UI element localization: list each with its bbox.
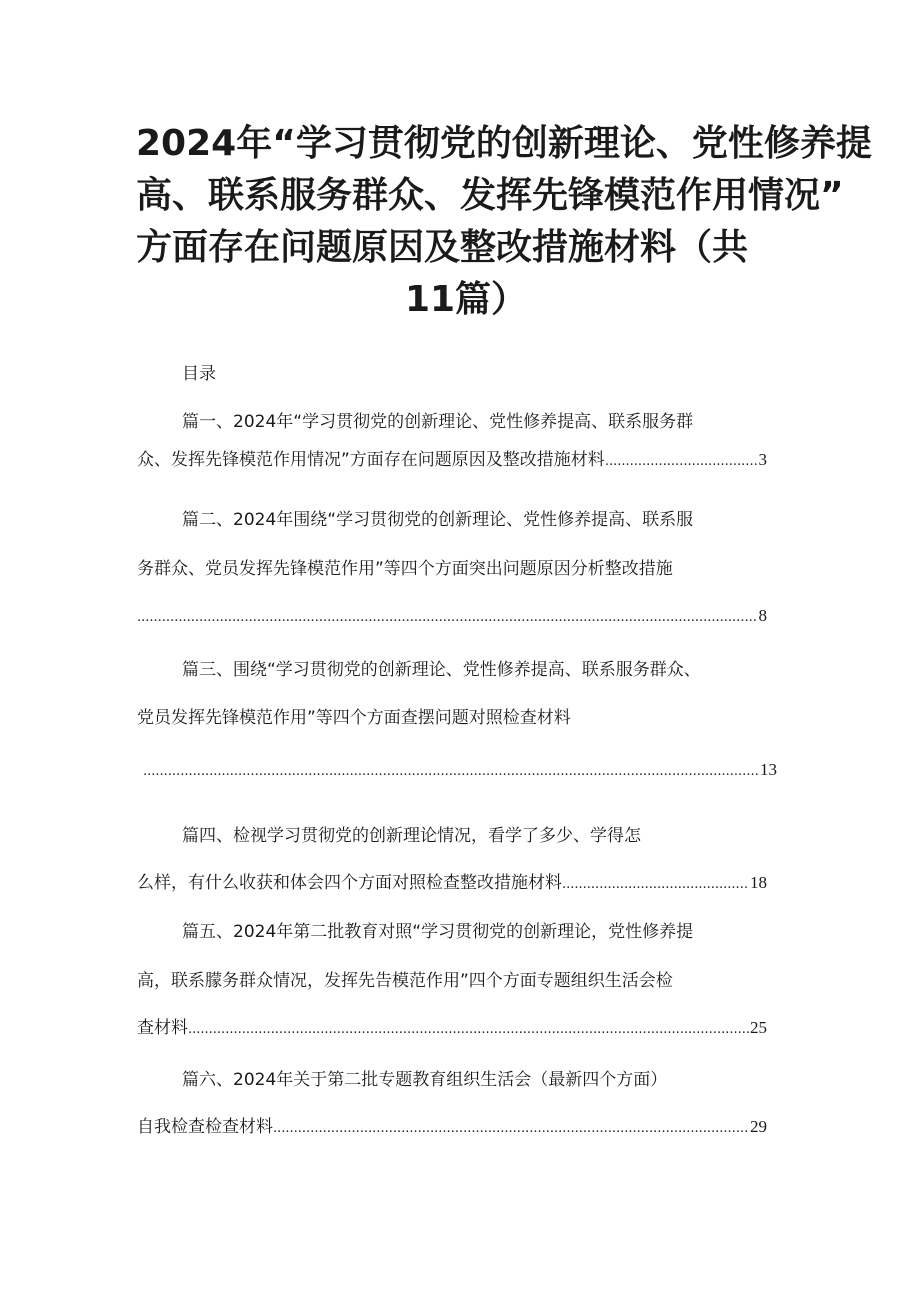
- dot-leader: [562, 870, 749, 898]
- dot-leader: [137, 603, 758, 631]
- dot-leader: [143, 757, 759, 785]
- title-line-4: 11篇）: [404, 279, 528, 320]
- toc-entry-line: 么样，有什么收获和体会四个方面对照检查整改措施材料: [137, 873, 562, 893]
- toc-entry-line: 众、发挥先锋模范作用情况”方面存在问题原因及整改措施材料: [137, 450, 605, 470]
- toc-entry-1[interactable]: [137, 407, 787, 475]
- toc-heading: 目录: [182, 364, 216, 384]
- toc-entry-line: 篇一、2024年“学习贯彻党的创新理论、党性修养提高、联系服务群: [182, 412, 694, 432]
- toc-leader-row: [137, 445, 767, 475]
- title-line-2: 高、联系服务群众、发挥先锋模范作用情况”: [136, 175, 844, 216]
- toc-entry-line: 党员发挥先锋模范作用”等四个方面查摆问题对照检查材料: [137, 708, 571, 728]
- toc-leader-row: [137, 601, 767, 631]
- toc-leader-row: [137, 755, 777, 785]
- toc-entry-2[interactable]: [137, 505, 787, 631]
- title-line-3: 方面存在问题原因及整改措施材料（共: [136, 227, 749, 268]
- toc-entry-line: 查材料: [137, 1018, 188, 1038]
- toc-page-number: 8: [758, 606, 767, 625]
- toc-entry-line: 高，联系朦务群众情况，发挥先告模范作用”四个方面专题组织生活会检: [137, 971, 673, 991]
- toc-page-number: 13: [760, 760, 777, 779]
- toc-page-number: 18: [750, 873, 767, 892]
- toc-entry-line: 务群众、党员发挥先锋模范作用”等四个方面突出问题原因分析整改措施: [137, 559, 673, 579]
- toc-leader-row: [137, 1013, 767, 1043]
- toc-page-number: 29: [750, 1117, 767, 1136]
- toc-entry-line: 篇五、2024年第二批教育对照“学习贯彻党的创新理论，党性修养提: [182, 922, 694, 942]
- toc-entry-line: 篇六、2024年关于第二批专题教育组织生活会（最新四个方面）: [182, 1070, 668, 1090]
- toc-leader-row: [137, 868, 767, 898]
- toc-page-number: 25: [750, 1018, 767, 1037]
- title-line-1: 2024年“学习贯彻党的创新理论、党性修养提: [136, 123, 872, 164]
- document-title: [136, 118, 872, 326]
- toc-leader-row: [137, 1112, 767, 1142]
- toc-entry-line: 篇三、围绕“学习贯彻党的创新理论、党性修养提高、联系服务群众、: [182, 660, 701, 680]
- toc-entry-6[interactable]: [137, 1065, 787, 1142]
- toc-entry-line: 篇二、2024年围绕“学习贯彻党的创新理论、党性修养提高、联系服: [182, 510, 694, 530]
- dot-leader: [188, 1015, 749, 1043]
- toc-entry-4[interactable]: [137, 821, 787, 898]
- toc-page-number: 3: [758, 450, 767, 469]
- toc-entry-line: 篇四、检视学习贯彻党的创新理论情况，看学了多少、学得怎: [182, 826, 641, 846]
- toc-entry-line: 自我检查检查材料: [137, 1117, 273, 1137]
- dot-leader: [273, 1114, 749, 1142]
- toc-entry-3[interactable]: [137, 655, 787, 785]
- toc-entry-5[interactable]: [137, 917, 787, 1043]
- dot-leader: [605, 447, 758, 475]
